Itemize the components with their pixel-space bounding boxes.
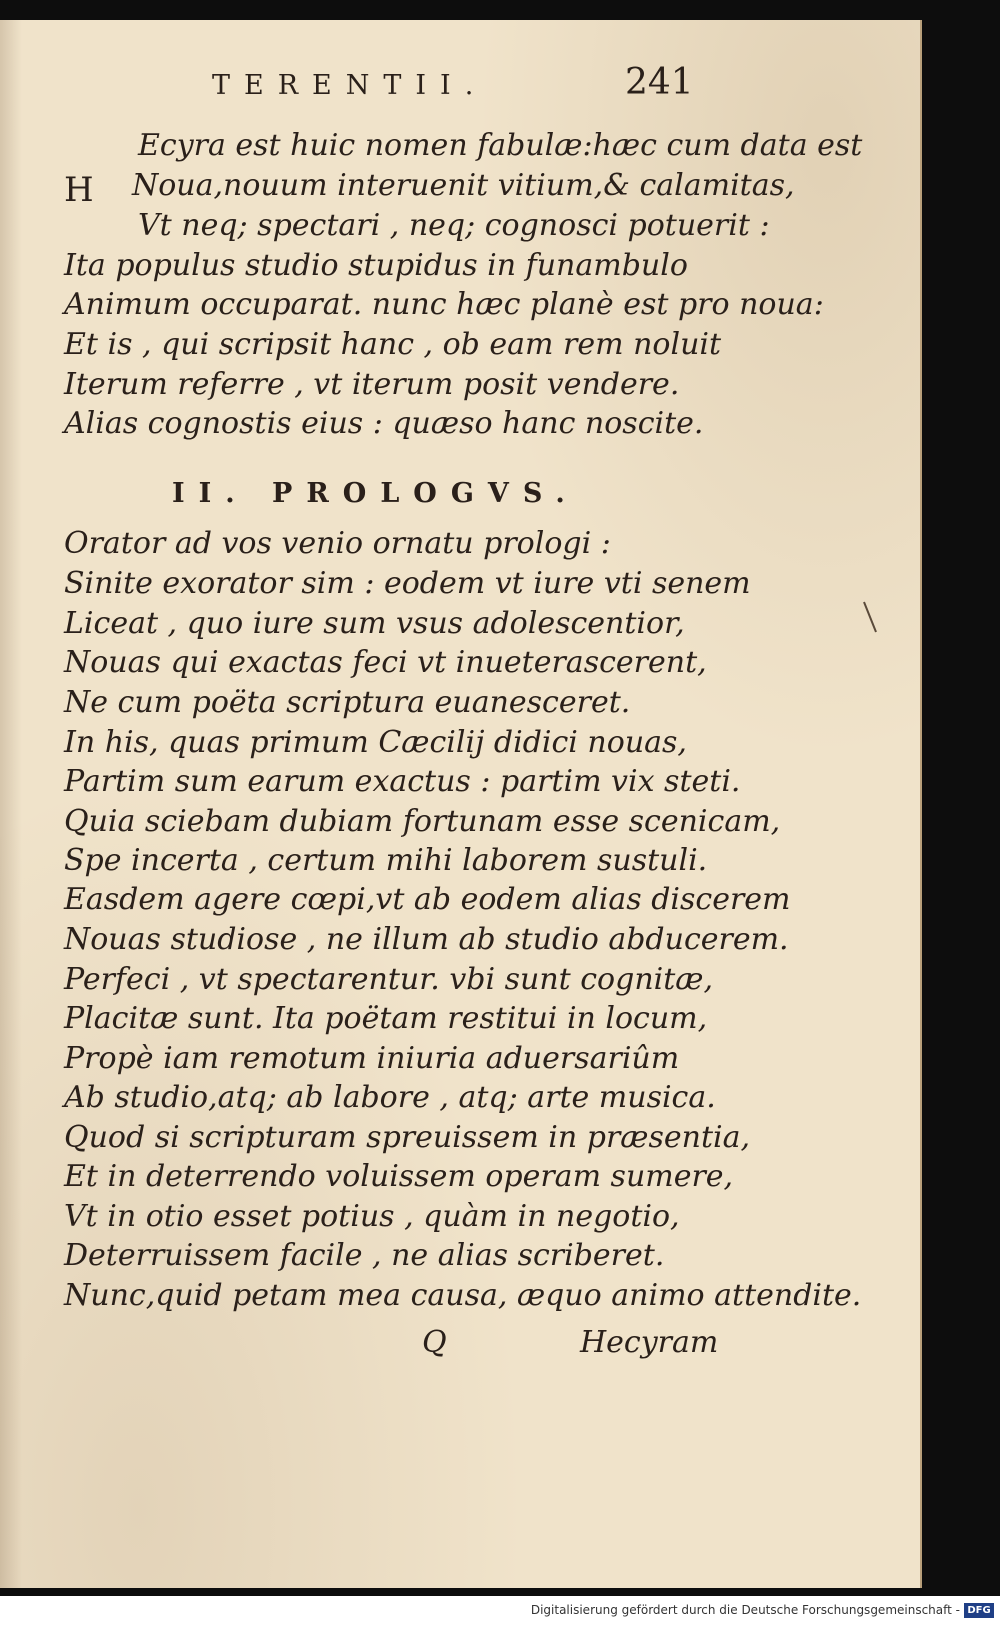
- verse-line: Orator ad vos venio ornatu prologi :: [64, 526, 611, 561]
- verse-line: Ecyra est huic nomen fabulæ:hæc cum data est: [138, 128, 863, 163]
- verse-line: Easdem agere cœpi,vt ab eodem alias discerem: [64, 882, 791, 917]
- verse-line: Placitæ sunt. Ita poëtam restitui in locum,: [64, 1001, 708, 1036]
- catchword: Hecyram: [580, 1325, 719, 1360]
- footer-bar: [0, 1596, 1000, 1625]
- verse-line: Ab studio,atq; ab labore , atq; arte musica.: [64, 1080, 716, 1115]
- verse-line: Et is , qui scripsit hanc , ob eam rem noluit: [64, 327, 722, 362]
- signature-mark: Q: [422, 1325, 447, 1360]
- verse-line: Propè iam remotum iniuria aduersariûm: [64, 1041, 680, 1076]
- book-page: [0, 20, 922, 1588]
- verse-line: Vt in otio esset potius , quàm in negotio,: [64, 1199, 680, 1234]
- verse-line: Alias cognostis eius : quæso hanc noscite.: [64, 406, 704, 441]
- verse-line: Nouas studiose , ne illum ab studio abducerem.: [64, 922, 789, 957]
- verse-line: Noua,nouum interuenit vitium,& calamitas,: [132, 168, 795, 203]
- verse-line: Quia sciebam dubiam fortunam esse scenicam,: [64, 804, 781, 839]
- verse-line: Iterum referre , vt iterum posit vendere.: [64, 367, 680, 402]
- funding-notice: Digitalisierung gefördert durch die Deutsche Forschungsgemeinschaft -: [530, 1603, 960, 1617]
- page-number: 241: [625, 62, 694, 103]
- verse-line: Ne cum poëta scriptura euanesceret.: [64, 685, 631, 720]
- verse-line: Sinite exorator sim : eodem vt iure vti senem: [64, 566, 751, 601]
- verse-line: Perfeci , vt spectarentur. vbi sunt cognitæ,: [64, 962, 714, 997]
- verse-line: Quod si scripturam spreuissem in præsentia,: [64, 1120, 751, 1155]
- verse-line: Animum occuparat. nunc hæc planè est pro noua:: [64, 287, 824, 322]
- verse-line: Ita populus studio stupidus in funambulo: [64, 248, 688, 283]
- verse-line: Partim sum earum exactus : partim vix steti.: [64, 764, 741, 799]
- section-heading: II. PROLOGVS.: [172, 478, 579, 509]
- verse-line: Et in deterrendo voluissem operam sumere,: [64, 1159, 734, 1194]
- verse-line: Liceat , quo iure sum vsus adolescentior,: [64, 606, 685, 641]
- running-head: TERENTII.: [212, 70, 488, 101]
- verse-line: Nunc,quid petam mea causa, æquo animo attendite.: [64, 1278, 862, 1313]
- verse-line: Spe incerta , certum mihi laborem sustuli.: [64, 843, 708, 878]
- verse-line: Deterruissem facile , ne alias scriberet.: [64, 1238, 665, 1273]
- dfg-logo-icon: DFG: [964, 1603, 994, 1618]
- verse-line: Vt neq; spectari , neq; cognosci potuerit :: [138, 208, 770, 243]
- margin-stroke: [860, 598, 880, 638]
- initial-letter: H: [64, 170, 94, 210]
- verse-line: In his, quas primum Cæcilij didici nouas,: [64, 725, 687, 760]
- verse-line: Nouas qui exactas feci vt inueterascerent,: [64, 645, 707, 680]
